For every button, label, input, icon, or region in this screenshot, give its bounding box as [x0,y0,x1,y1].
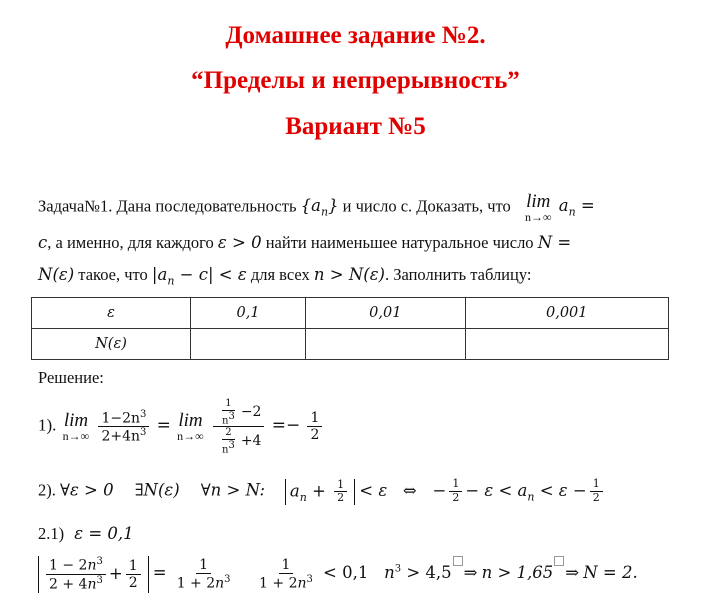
task-text-3c: . Заполнить таблицу: [384,265,532,284]
step-1-label: 1). [38,415,57,435]
abs-condition: $|a_n - c| < \varepsilon$ [151,265,247,288]
limit-term: $a_n$ = [553,196,595,219]
limit-expression: lim n→∞ [177,410,204,444]
limit-value-c: c [38,233,48,252]
n-bound: n > 1,65 [481,563,554,583]
n-of-epsilon: N(ε) [38,265,75,284]
placeholder-box [453,556,463,566]
task-text-2b: найти наименьшее натуральное число [261,233,538,252]
table-cell[interactable] [465,329,669,360]
solution-step-2: 2). ∀ε > 0 ∃N(ε) ∀n > N: $a_n$ + $\frac{1}{2}$ < ε ⇔ − $\frac{1}{2}$ − $\varepsilon < a_n < \varepsilon$ − $\frac{1}{2}$ [38,478,606,505]
limit-expression: lim n→∞ [524,191,552,224]
step-2-label: 2). [38,480,56,500]
epsilon-value: ε = 0,1 [74,524,134,543]
solution-label: Решение: [38,368,104,387]
task-text-2a: , а именно, для каждого [47,233,218,252]
table-cell[interactable] [306,329,465,360]
table-cell[interactable] [191,329,306,360]
variant-heading: Вариант №5 [285,113,426,140]
fraction: $\frac{1}{1 + 2n^3}$ [259,556,313,592]
task-line-3 [38,265,531,287]
fraction: $\frac{1-2n^3}{2+4n^3}$ [98,409,149,446]
fraction: $\frac{1}{n^3}$ −2 $\frac{2}{n^3}$ +4 [213,398,264,456]
fraction: $\frac{1}{2}$ [307,410,322,443]
n-greater-condition: n > N(ε) [313,265,385,284]
task-line-2 [38,233,571,253]
fraction: $\frac{1}{1 + 2n^3}$ [176,556,231,592]
task-line-1 [38,192,595,223]
task-text-3b: для всех [246,265,314,284]
document-title: Домашнее задание №2. [225,22,486,49]
epsilon-condition: ε > 0 [217,233,262,252]
table-row [32,329,669,360]
abs-expression: $a_n$ + $\frac{1}{2}$ [285,479,355,505]
table-cell: 0,1 [191,298,306,329]
n-symbol: N = [537,233,572,252]
epsilon-table [31,297,669,360]
solution-step-1: 1). lim n→∞ $\frac{1-2n^3}{2+4n^3}$ = lim n→∞ $\frac{1}{n^3}$ −2 $\frac{2}{n^3}$ +4 =− $\frac{1}{2}$ [38,398,325,456]
table-row [32,298,669,329]
table-cell: N(ε) [32,329,191,360]
task-text-3a: такое, что [74,265,152,284]
task-text-1a: Задача№1. Дана последовательность [38,196,301,216]
solution-inequality: $\frac{1 - 2n^3}{2 + 4n^3}$ + $\frac{1}{2}$ = $\frac{1}{1 + 2n^3}$ $\frac{1}{1 + 2n^3}$ < 0,1 $n^3 > 4,5$ ⇒ n > 1,65 ⇒ N = 2. [38,556,638,593]
task-text-1b: и число c. Доказать, что [338,196,511,216]
document-subtitle: “Пределы и непрерывность” [191,67,520,94]
table-cell: ε [32,298,191,329]
placeholder-box [554,556,564,566]
step-2-1-label: 2.1) [38,524,65,543]
final-answer: N = 2. [583,563,638,583]
sequence-notation: $\{a_n\}$ [300,196,339,219]
abs-expression: $\frac{1 - 2n^3}{2 + 4n^3}$ + $\frac{1}{2}$ [38,556,149,593]
table-cell: 0,01 [306,298,465,329]
limit-expression: lim n→∞ [62,410,90,444]
table-cell: 0,001 [465,298,669,329]
solution-step-2-1 [38,524,134,544]
